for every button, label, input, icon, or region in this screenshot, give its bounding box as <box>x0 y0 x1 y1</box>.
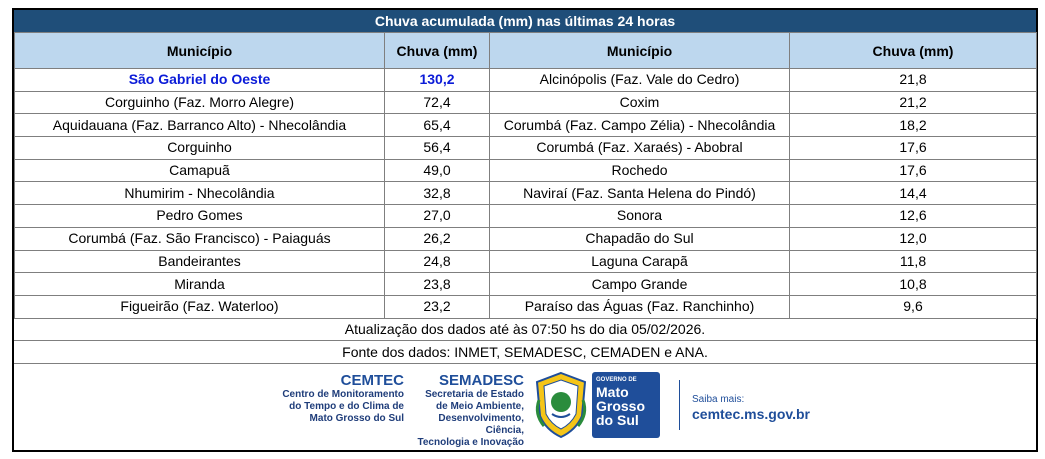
table-row <box>15 91 1037 114</box>
rain-value: 11,8 <box>790 250 1037 273</box>
municipality-name: Corguinho (Faz. Morro Alegre) <box>15 91 385 114</box>
municipality-name: Sonora <box>490 205 790 228</box>
more-info <box>692 394 810 422</box>
cemtec-desc-line: Mato Grosso do Sul <box>309 413 404 424</box>
municipality-name: Camapuã <box>15 159 385 182</box>
gov-ms-logo <box>592 372 660 438</box>
rain-value: 12,6 <box>790 205 1037 228</box>
municipality-name: Bandeirantes <box>15 250 385 273</box>
rain-value: 24,8 <box>385 250 490 273</box>
table-row <box>15 295 1037 318</box>
rain-value: 18,2 <box>790 114 1037 137</box>
rain-value: 27,0 <box>385 205 490 228</box>
table-row <box>15 205 1037 228</box>
semadesc-logo <box>409 372 524 449</box>
rain-value: 10,8 <box>790 273 1037 296</box>
municipality-name: São Gabriel do Oeste <box>15 69 385 92</box>
rain-value: 21,2 <box>790 91 1037 114</box>
rain-value: 17,6 <box>790 159 1037 182</box>
table-row <box>15 227 1037 250</box>
rain-value: 32,8 <box>385 182 490 205</box>
header-chuva-left: Chuva (mm) <box>385 33 490 69</box>
table-row <box>15 273 1037 296</box>
municipality-name: Rochedo <box>490 159 790 182</box>
rain-value: 65,4 <box>385 114 490 137</box>
municipality-name: Laguna Carapã <box>490 250 790 273</box>
semadesc-desc-line: de Meio Ambiente, <box>436 401 524 412</box>
municipality-name: Chapadão do Sul <box>490 227 790 250</box>
table-row <box>15 137 1037 160</box>
gov-name-line: Mato <box>596 384 629 400</box>
rain-value: 26,2 <box>385 227 490 250</box>
cemtec-website-link[interactable]: cemtec.ms.gov.br <box>692 406 811 422</box>
footer-divider <box>679 380 680 430</box>
rain-value: 9,6 <box>790 295 1037 318</box>
report-title: Chuva acumulada (mm) nas últimas 24 horas <box>14 10 1036 32</box>
rain-value: 56,4 <box>385 137 490 160</box>
semadesc-desc-line: Tecnologia e Inovação <box>417 437 524 448</box>
municipality-name: Miranda <box>15 273 385 296</box>
municipality-name: Corumbá (Faz. São Francisco) - Paiaguás <box>15 227 385 250</box>
municipality-name: Naviraí (Faz. Santa Helena do Pindó) <box>490 182 790 205</box>
rainfall-table <box>14 32 1037 319</box>
footer-logos <box>14 364 1036 450</box>
header-municipio-right: Município <box>490 33 790 69</box>
semadesc-desc-line: Desenvolvimento, Ciência, <box>438 413 524 436</box>
table-row <box>15 182 1037 205</box>
gov-label: GOVERNO DE <box>596 377 637 383</box>
table-row <box>15 250 1037 273</box>
municipality-name: Corumbá (Faz. Xaraés) - Abobral <box>490 137 790 160</box>
municipality-name: Alcinópolis (Faz. Vale do Cedro) <box>490 69 790 92</box>
municipality-name: Pedro Gomes <box>15 205 385 228</box>
report-frame <box>12 8 1038 452</box>
municipality-name: Campo Grande <box>490 273 790 296</box>
saiba-label: Saiba mais: <box>692 394 745 405</box>
update-note: Atualização dos dados até às 07:50 hs do dia 05/02/2026. <box>14 318 1036 341</box>
municipality-name: Coxim <box>490 91 790 114</box>
gov-name-line: do Sul <box>596 412 639 428</box>
rain-value: 12,0 <box>790 227 1037 250</box>
municipality-name: Nhumirim - Nhecolândia <box>15 182 385 205</box>
table-row <box>15 69 1037 92</box>
rain-value: 21,8 <box>790 69 1037 92</box>
municipality-name: Corguinho <box>15 137 385 160</box>
rain-value: 72,4 <box>385 91 490 114</box>
gov-name-line: Grosso <box>596 398 646 414</box>
semadesc-brand: SEMADESC <box>438 372 524 389</box>
header-municipio-left: Município <box>15 33 385 69</box>
table-row <box>15 114 1037 137</box>
cemtec-desc-line: do Tempo e do Clima de <box>289 401 404 412</box>
state-coat-of-arms-icon <box>532 370 590 440</box>
rain-value: 49,0 <box>385 159 490 182</box>
semadesc-desc-line: Secretaria de Estado <box>425 389 524 400</box>
rain-value: 23,8 <box>385 273 490 296</box>
municipality-name: Corumbá (Faz. Campo Zélia) - Nhecolândia <box>490 114 790 137</box>
cemtec-logo <box>254 372 404 425</box>
table-header-row <box>15 33 1037 69</box>
header-chuva-right: Chuva (mm) <box>790 33 1037 69</box>
rain-value: 14,4 <box>790 182 1037 205</box>
cemtec-desc-line: Centro de Monitoramento <box>282 389 404 400</box>
municipality-name: Aquidauana (Faz. Barranco Alto) - Nhecolândia <box>15 114 385 137</box>
table-row <box>15 159 1037 182</box>
rain-value: 17,6 <box>790 137 1037 160</box>
municipality-name: Paraíso das Águas (Faz. Ranchinho) <box>490 295 790 318</box>
source-note: Fonte dos dados: INMET, SEMADESC, CEMADEN e ANA. <box>14 341 1036 364</box>
cemtec-brand: CEMTEC <box>340 372 404 389</box>
rain-value: 130,2 <box>385 69 490 92</box>
rain-value: 23,2 <box>385 295 490 318</box>
municipality-name: Figueirão (Faz. Waterloo) <box>15 295 385 318</box>
